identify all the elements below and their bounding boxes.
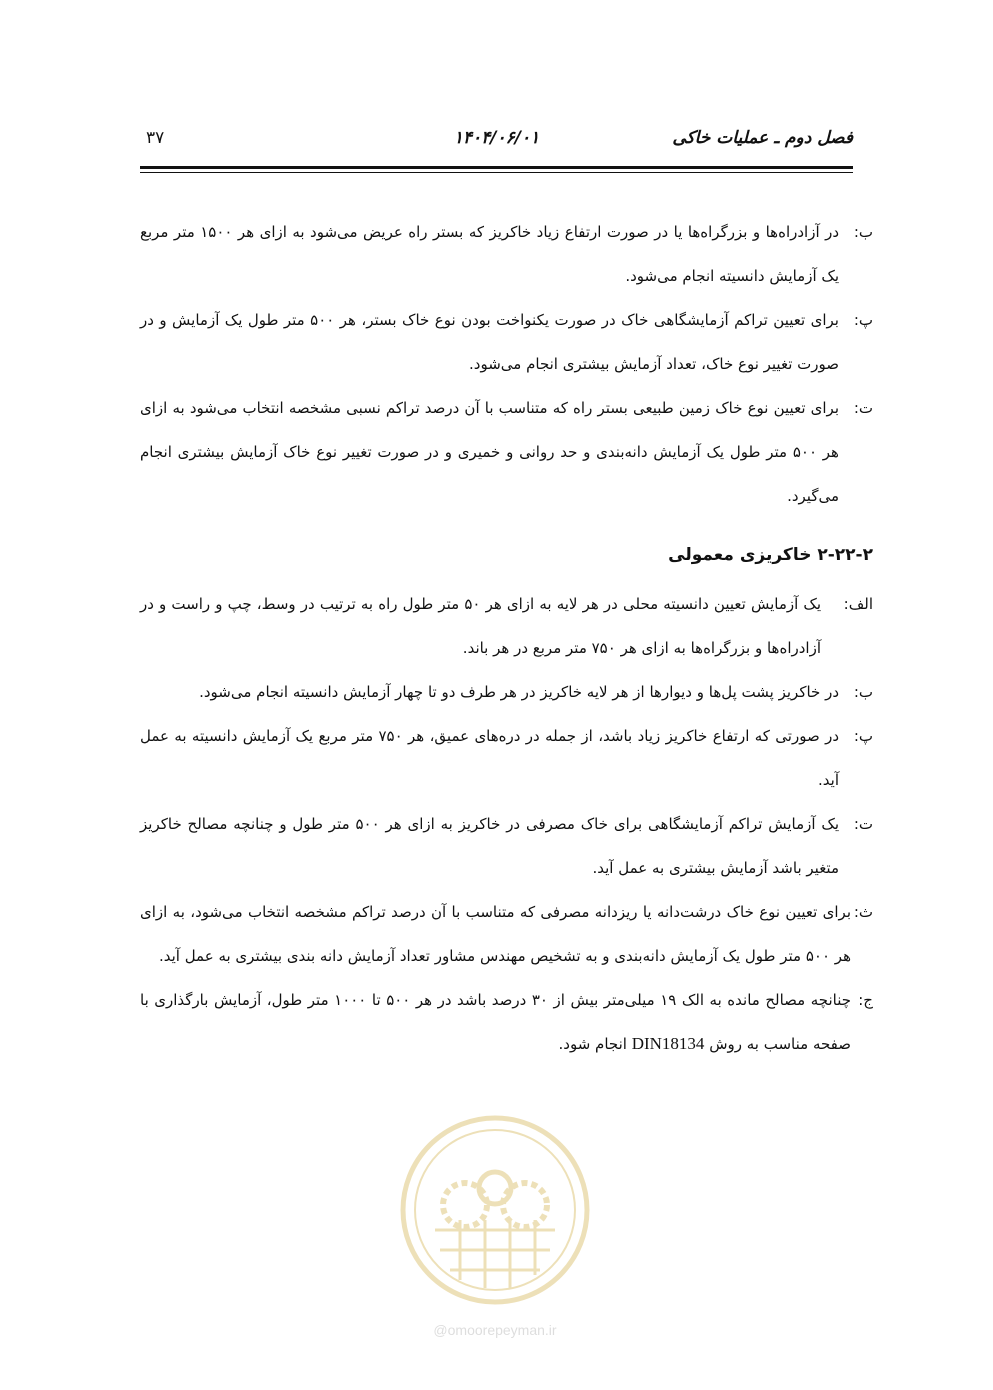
- header-rule-thin: [140, 172, 853, 173]
- list-item: [140, 802, 873, 890]
- list-item: [140, 670, 873, 714]
- list-item: [140, 386, 873, 518]
- item-label: ب:: [853, 223, 873, 241]
- item-text: برای تعیین نوع خاک زمین طبیعی بستر راه که متناسب با آن درصد تراکم نسبی مشخصه انتخاب می‌شود به ازای هر ۵۰۰ متر طول یک آزمایش دانه‌بندی و حد روانی و خمیری و در صورت تغییر نوع خاک آزمایش بیشتری انجام می‌گیرد.: [140, 399, 839, 505]
- item-text: در خاکریز پشت پل‌ها و دیوارها از هر لایه خاکریز در هر طرف دو تا چهار آزمایش دانسیته انجام می‌شود.: [199, 683, 839, 701]
- item-text: یک آزمایش تراکم آزمایشگاهی برای خاک مصرفی در خاکریز به ازای هر ۵۰۰ متر طول و چنانچه مصالح خاکریز متغیر باشد آزمایش بیشتری به عمل آید.: [140, 815, 839, 877]
- watermark-logo: [385, 1110, 605, 1350]
- item-label: ج:: [858, 991, 873, 1009]
- item-text: در آزادراه‌ها و بزرگراه‌ها یا در صورت ارتفاع زیاد خاکریز که بستر راه عریض می‌شود به ازای هر ۱۵۰۰ متر مربع یک آزمایش دانسیته انجام می‌شود.: [140, 223, 840, 285]
- header-date: ۱۴۰۴/۰۶/۰۱: [453, 128, 540, 148]
- page-header: [140, 128, 853, 164]
- item-label: ث:: [853, 903, 873, 921]
- item-text: برای تعیین تراکم آزمایشگاهی خاک در صورت یکنواخت بودن نوع خاک بستر، هر ۵۰۰ متر طول یک آزمایش و در صورت تغییر نوع خاک، تعداد آزمایش بیشتری انجام می‌شود.: [140, 311, 839, 373]
- item-text-end: انجام شود.: [558, 1035, 632, 1053]
- section-title: ۲-۲۲-۲ خاکریزی معمولی: [668, 545, 873, 565]
- item-text: در صورتی که ارتفاع خاکریز زیاد باشد، از جمله در دره‌های عمیق، هر ۷۵۰ متر مربع یک آزمایش دانسیته به عمل آید.: [140, 727, 840, 789]
- list-item: [140, 890, 873, 978]
- watermark-text: @omoorepeyman.ir: [433, 1322, 557, 1338]
- item-text-start: چنانچه مصالح مانده به الک ۱۹ میلی‌متر بیش از ۳۰ درصد باشد در هر ۵۰۰ تا ۱۰۰۰ متر طول، آزمایش بارگذاری با صفحه مناسب به روش: [140, 991, 852, 1053]
- list-item: [140, 298, 873, 386]
- item-label: ت:: [853, 815, 873, 833]
- page-number: ۳۷: [146, 128, 165, 148]
- list-item: [140, 978, 873, 1066]
- item-label: الف:: [843, 595, 873, 613]
- list-item: [140, 582, 873, 670]
- header-rule-thick: [140, 166, 853, 169]
- page-body: [140, 210, 873, 1066]
- watermark-seal-icon: [385, 1110, 605, 1320]
- item-label: ب:: [853, 683, 873, 701]
- item-label: پ:: [853, 311, 873, 329]
- item-label: پ:: [853, 727, 873, 745]
- item-label: ت:: [853, 399, 873, 417]
- list-item: [140, 714, 873, 802]
- list-item: [140, 210, 873, 298]
- item-text: یک آزمایش تعیین دانسیته محلی در هر لایه به ازای هر ۵۰ متر طول راه به ترتیب در وسط، چپ و راست و در آزادراه‌ها و بزرگراه‌ها به ازای هر ۷۵۰ متر مربع در هر باند.: [140, 595, 821, 657]
- chapter-title: فصل دوم ـ عملیات خاکی: [672, 128, 853, 148]
- item-text: برای تعیین نوع خاک درشت‌دانه یا ریزدانه مصرفی که متناسب با آن درصد تراکم مشخصه انتخاب می‌شود، به ازای هر ۵۰۰ متر طول یک آزمایش دانه‌بندی و به تشخیص مهندس مشاور تعداد آزمایش دانه بندی بیشتری به عمل آید.: [140, 903, 851, 965]
- standard-code: DIN18134: [631, 1034, 705, 1053]
